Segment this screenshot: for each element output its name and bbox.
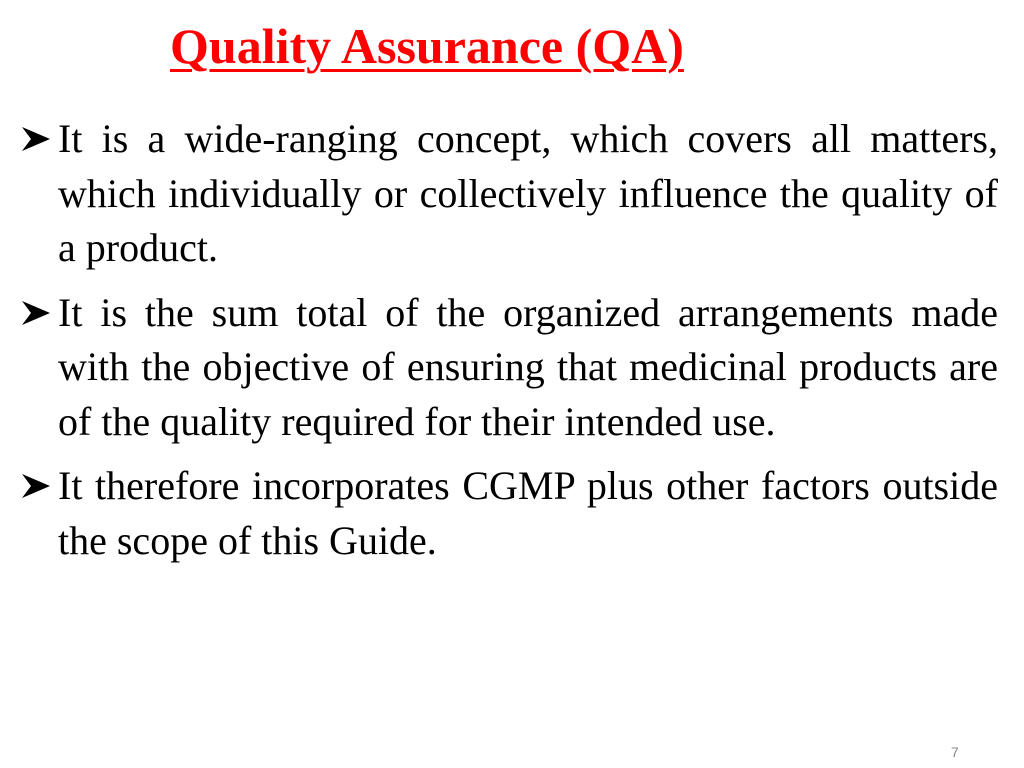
bullet-text: It is the sum total of the organized arrangements made with the objective of ensuring that medicinal products are of the quality required for their intended use. <box>58 289 998 444</box>
bullet-item <box>20 112 998 276</box>
bullet-text: It is a wide-ranging concept, which covers all matters, which individually or collectively influence the quality of a product. <box>58 116 998 270</box>
bullet-item <box>20 459 998 568</box>
bullet-text: It therefore incorporates CGMP plus other factors outside the scope of this Guide. <box>58 463 998 563</box>
arrow-bullet-icon <box>20 472 52 500</box>
bullet-item <box>20 286 998 450</box>
bullet-list <box>20 112 998 578</box>
slide-title: Quality Assurance (QA) <box>170 18 684 74</box>
arrow-bullet-icon <box>20 299 52 327</box>
page-number: 7 <box>951 744 959 760</box>
arrow-bullet-icon <box>20 125 52 153</box>
